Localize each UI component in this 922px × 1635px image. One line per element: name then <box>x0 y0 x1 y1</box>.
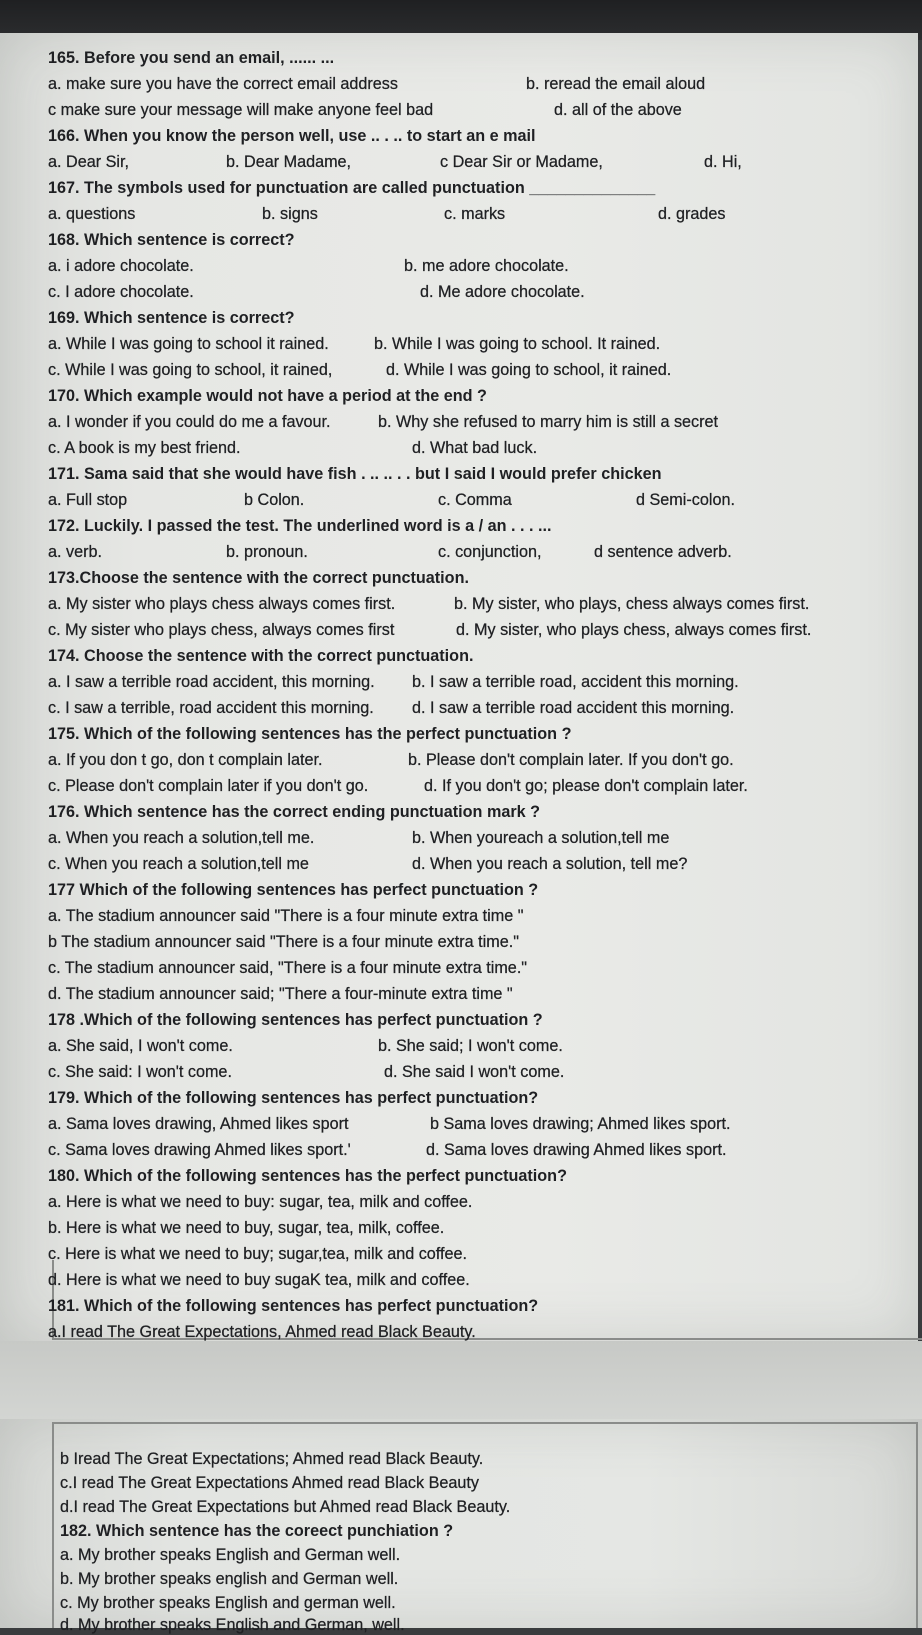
answer-option: d. Hi, <box>704 153 742 171</box>
answer-options-row <box>48 906 908 926</box>
answer-option: b. While I was going to school. It rained. <box>374 335 661 353</box>
answer-option: c. She said: I won't come. <box>48 1063 232 1081</box>
answer-option: c. conjunction, <box>438 543 542 561</box>
answer-options-row <box>48 1545 908 1565</box>
question-text: 172. Luckily. I passed the test. The underlined word is a / an . . . ... <box>48 517 552 535</box>
question-text: 174. Choose the sentence with the correct punctuation. <box>48 647 474 665</box>
answer-option: b. pronoun. <box>226 543 308 561</box>
answer-option: d. My sister, who plays chess, always comes first. <box>456 621 812 639</box>
question-text: 173.Choose the sentence with the correct punctuation. <box>48 569 469 587</box>
answer-option: b. Here is what we need to buy, sugar, tea, milk, coffee. <box>48 1219 445 1237</box>
question-text: 180. Which of the following sentences has the perfect punctuation? <box>48 1167 567 1185</box>
answer-options-row <box>48 1270 908 1290</box>
answer-options-row <box>48 1036 908 1056</box>
answer-options-row <box>48 360 908 380</box>
answer-option: d. all of the above <box>554 101 682 119</box>
answer-option: b. My sister, who plays, chess always comes first. <box>454 595 810 613</box>
answer-option: c. I saw a terrible, road accident this morning. <box>48 699 374 717</box>
answer-options-row <box>48 1593 908 1613</box>
answer-options-row <box>48 1449 908 1469</box>
answer-options-row <box>48 204 908 224</box>
answer-options-row <box>48 594 908 614</box>
answer-option: c. I adore chocolate. <box>48 283 194 301</box>
answer-option: c Dear Sir or Madame, <box>440 153 603 171</box>
answer-option: b. Please don't complain later. If you don't go. <box>408 751 734 769</box>
question-text: 175. Which of the following sentences has the perfect punctuation ? <box>48 725 572 743</box>
answer-options-row <box>48 542 908 562</box>
answer-options-row <box>48 984 908 1004</box>
answer-option: b. When youreach a solution,tell me <box>412 829 670 847</box>
answer-options-row <box>48 438 908 458</box>
answer-options-row <box>48 334 908 354</box>
answer-option: b. She said; I won't come. <box>378 1037 563 1055</box>
answer-option: a. I saw a terrible road accident, this morning. <box>48 673 375 691</box>
answer-options-row <box>48 1062 908 1082</box>
answer-options-row <box>48 620 908 640</box>
answer-option: d. She said I won't come. <box>384 1063 565 1081</box>
answer-option: d. My brother speaks English and German, well. <box>60 1616 405 1634</box>
answer-options-row <box>48 854 908 874</box>
answer-option: a. My sister who plays chess always comes first. <box>48 595 396 613</box>
answer-option: c. The stadium announcer said, "There is a four minute extra time." <box>48 959 528 977</box>
answer-options-row <box>48 698 908 718</box>
question-text: 165. Before you send an email, ...... ... <box>48 49 335 67</box>
answer-option: b Sama loves drawing; Ahmed likes sport. <box>430 1115 731 1133</box>
answer-options-row <box>48 1140 908 1160</box>
question-text: 179. Which of the following sentences has perfect punctuation? <box>48 1089 539 1107</box>
answer-options-row <box>48 828 908 848</box>
answer-option: b. My brother speaks english and German well. <box>60 1570 399 1588</box>
question-text: 167. The symbols used for punctuation are called punctuation ______________ <box>48 179 656 197</box>
question-text: 178 .Which of the following sentences has perfect punctuation ? <box>48 1011 543 1029</box>
answer-option: a. If you don t go, don t complain later. <box>48 751 323 769</box>
answer-option: d. grades <box>658 205 726 223</box>
answer-option: a.I read The Great Expectations, Ahmed read Black Beauty. <box>48 1323 476 1341</box>
question-text: 181. Which of the following sentences has perfect punctuation? <box>48 1297 539 1315</box>
answer-option: c. My brother speaks English and german well. <box>60 1594 396 1612</box>
answer-options-row <box>48 256 908 276</box>
answer-options-row <box>48 1322 908 1342</box>
answer-option: d. When you reach a solution, tell me? <box>412 855 688 873</box>
answer-options-row <box>48 932 908 952</box>
answer-options-row <box>48 1473 908 1493</box>
answer-option: a. Dear Sir, <box>48 153 129 171</box>
answer-option: d.I read The Great Expectations but Ahmed read Black Beauty. <box>60 1498 511 1516</box>
answer-option: c. When you reach a solution,tell me <box>48 855 309 873</box>
answer-options-row <box>48 100 908 120</box>
answer-option: d. If you don't go; please don't complain later. <box>424 777 748 795</box>
answer-option: c. marks <box>444 205 506 223</box>
answer-option: a. She said, I won't come. <box>48 1037 233 1055</box>
answer-option: a. i adore chocolate. <box>48 257 194 275</box>
answer-option: c. While I was going to school, it rained, <box>48 361 333 379</box>
question-text: 170. Which example would not have a period at the end ? <box>48 387 487 405</box>
answer-options-row <box>48 958 908 978</box>
answer-option: b. reread the email aloud <box>526 75 706 93</box>
answer-options-row <box>48 74 908 94</box>
answer-option: a. Here is what we need to buy: sugar, tea, milk and coffee. <box>48 1193 473 1211</box>
answer-options-row <box>48 1192 908 1212</box>
question-text: 177 Which of the following sentences has perfect punctuation ? <box>48 881 539 899</box>
answer-option: d. I saw a terrible road accident this morning. <box>412 699 735 717</box>
answer-option: b. I saw a terrible road, accident this morning. <box>412 673 739 691</box>
answer-option: a. My brother speaks English and German well. <box>60 1546 401 1564</box>
question-text: 182. Which sentence has the coreect punchiation ? <box>60 1522 454 1540</box>
question-text: 171. Sama said that she would have fish . .. .. . . but I said I would prefer chicken <box>48 465 662 483</box>
answer-option: d. While I was going to school, it rained. <box>386 361 672 379</box>
question-text: 168. Which sentence is correct? <box>48 231 295 249</box>
answer-option: c. Comma <box>438 491 512 509</box>
answer-option: a. questions <box>48 205 136 223</box>
answer-option: d. What bad luck. <box>412 439 538 457</box>
answer-option: b Iread The Great Expectations; Ahmed read Black Beauty. <box>60 1450 484 1468</box>
answer-option: d sentence adverb. <box>594 543 732 561</box>
answer-options-row <box>48 1244 908 1264</box>
answer-option: d. The stadium announcer said; "There a four-minute extra time " <box>48 985 513 1003</box>
answer-option: a. verb. <box>48 543 102 561</box>
answer-options-row <box>48 750 908 770</box>
answer-option: b The stadium announcer said "There is a four minute extra time." <box>48 933 519 951</box>
answer-options-row <box>48 412 908 432</box>
question-text: 169. Which sentence is correct? <box>48 309 295 327</box>
answer-options-row <box>48 1114 908 1134</box>
answer-option: d. Me adore chocolate. <box>420 283 585 301</box>
page-fold-gap <box>0 1341 922 1419</box>
answer-option: d. Sama loves drawing Ahmed likes sport. <box>426 1141 727 1159</box>
answer-option: b. me adore chocolate. <box>404 257 569 275</box>
answer-option: b. Why she refused to marry him is still a secret <box>378 413 719 431</box>
answer-options-row <box>48 672 908 692</box>
answer-option: b. Dear Madame, <box>226 153 352 171</box>
answer-option: b Colon. <box>244 491 305 509</box>
question-text: 176. Which sentence has the correct ending punctuation mark ? <box>48 803 541 821</box>
answer-option: c. My sister who plays chess, always comes first <box>48 621 395 639</box>
answer-options-row <box>48 490 908 510</box>
answer-option: c.I read The Great Expectations Ahmed read Black Beauty <box>60 1474 480 1492</box>
answer-option: c. A book is my best friend. <box>48 439 241 457</box>
answer-options-row <box>48 776 908 796</box>
answer-option: a. make sure you have the correct email address <box>48 75 398 93</box>
answer-options-row <box>48 1569 908 1589</box>
answer-option: c. Sama loves drawing Ahmed likes sport.' <box>48 1141 351 1159</box>
answer-option: a. While I was going to school it rained. <box>48 335 329 353</box>
answer-option: b. signs <box>262 205 318 223</box>
answer-option: a. Full stop <box>48 491 128 509</box>
answer-option: c. Here is what we need to buy; sugar,tea, milk and coffee. <box>48 1245 468 1263</box>
answer-options-row <box>48 1615 908 1635</box>
answer-options-row <box>48 1497 908 1517</box>
answer-options-row <box>48 282 908 302</box>
answer-option: c. Please don't complain later if you don't go. <box>48 777 369 795</box>
answer-options-row <box>48 1218 908 1238</box>
answer-options-row <box>48 152 908 172</box>
question-text: 166. When you know the person well, use .. . .. to start an e mail <box>48 127 536 145</box>
answer-option: a. When you reach a solution,tell me. <box>48 829 315 847</box>
answer-option: c make sure your message will make anyone feel bad <box>48 101 434 119</box>
answer-option: d. Here is what we need to buy sugaK tea, milk and coffee. <box>48 1271 470 1289</box>
answer-option: d Semi-colon. <box>636 491 735 509</box>
answer-option: a. Sama loves drawing, Ahmed likes sport <box>48 1115 349 1133</box>
answer-option: a. I wonder if you could do me a favour. <box>48 413 331 431</box>
answer-option: a. The stadium announcer said "There is a four minute extra time " <box>48 907 524 925</box>
